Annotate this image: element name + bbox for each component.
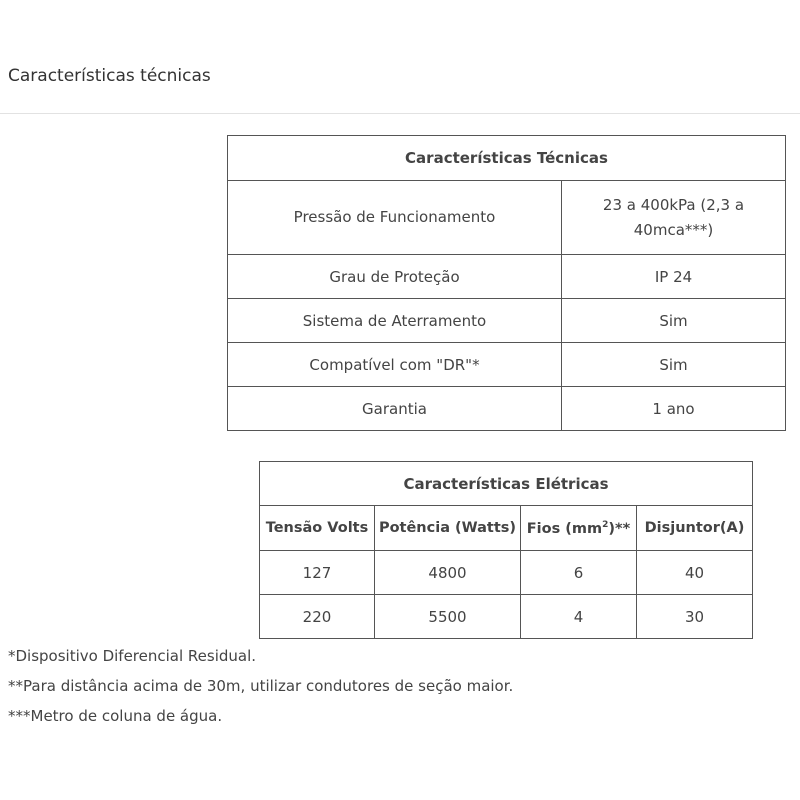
spec-value: Sim [562, 299, 786, 343]
footnotes [8, 641, 513, 731]
table-row [228, 181, 786, 255]
voltage-cell: 220 [260, 595, 375, 639]
divider [0, 113, 800, 114]
wires-cell: 4 [521, 595, 637, 639]
table-header-row [228, 136, 786, 181]
spec-value [562, 181, 786, 255]
table-row [260, 595, 753, 639]
spec-label: Pressão de Funcionamento [228, 181, 562, 255]
column-header-breaker: Disjuntor(A) [637, 506, 753, 551]
column-header-power: Potência (Watts) [375, 506, 521, 551]
spec-value-line: 40mca***) [633, 220, 714, 239]
spec-value: Sim [562, 343, 786, 387]
breaker-cell: 30 [637, 595, 753, 639]
power-cell: 4800 [375, 551, 521, 595]
spec-label: Sistema de Aterramento [228, 299, 562, 343]
power-cell: 5500 [375, 595, 521, 639]
spec-value: 1 ano [562, 387, 786, 431]
table-row [228, 299, 786, 343]
section-title: Características técnicas [8, 66, 211, 86]
wires-header-superscript: 2 [602, 519, 609, 530]
spec-label: Compatível com "DR"* [228, 343, 562, 387]
spec-value-line: 23 a 400kPa (2,3 a [602, 195, 745, 214]
spec-value: IP 24 [562, 255, 786, 299]
column-header-row [260, 506, 753, 551]
footnote: **Para distância acima de 30m, utilizar condutores de seção maior. [8, 677, 514, 695]
table-header-row [260, 462, 753, 506]
table-row [228, 387, 786, 431]
wires-header-suffix: )** [608, 520, 631, 537]
footnote: ***Metro de coluna de água. [8, 707, 223, 725]
spec-label: Grau de Proteção [228, 255, 562, 299]
table-row [228, 255, 786, 299]
column-header-voltage: Tensão Volts [260, 506, 375, 551]
breaker-cell: 40 [637, 551, 753, 595]
table-row [228, 343, 786, 387]
wires-header-text: Fios (mm [526, 520, 603, 537]
electrical-specs-table [259, 461, 753, 639]
wires-cell: 6 [521, 551, 637, 595]
electrical-specs-header: Características Elétricas [260, 462, 753, 506]
technical-specs-header: Características Técnicas [228, 136, 786, 181]
column-header-wires [521, 506, 637, 551]
footnote: *Dispositivo Diferencial Residual. [8, 647, 257, 665]
voltage-cell: 127 [260, 551, 375, 595]
technical-specs-table [227, 135, 786, 431]
table-row [260, 551, 753, 595]
spec-label: Garantia [228, 387, 562, 431]
